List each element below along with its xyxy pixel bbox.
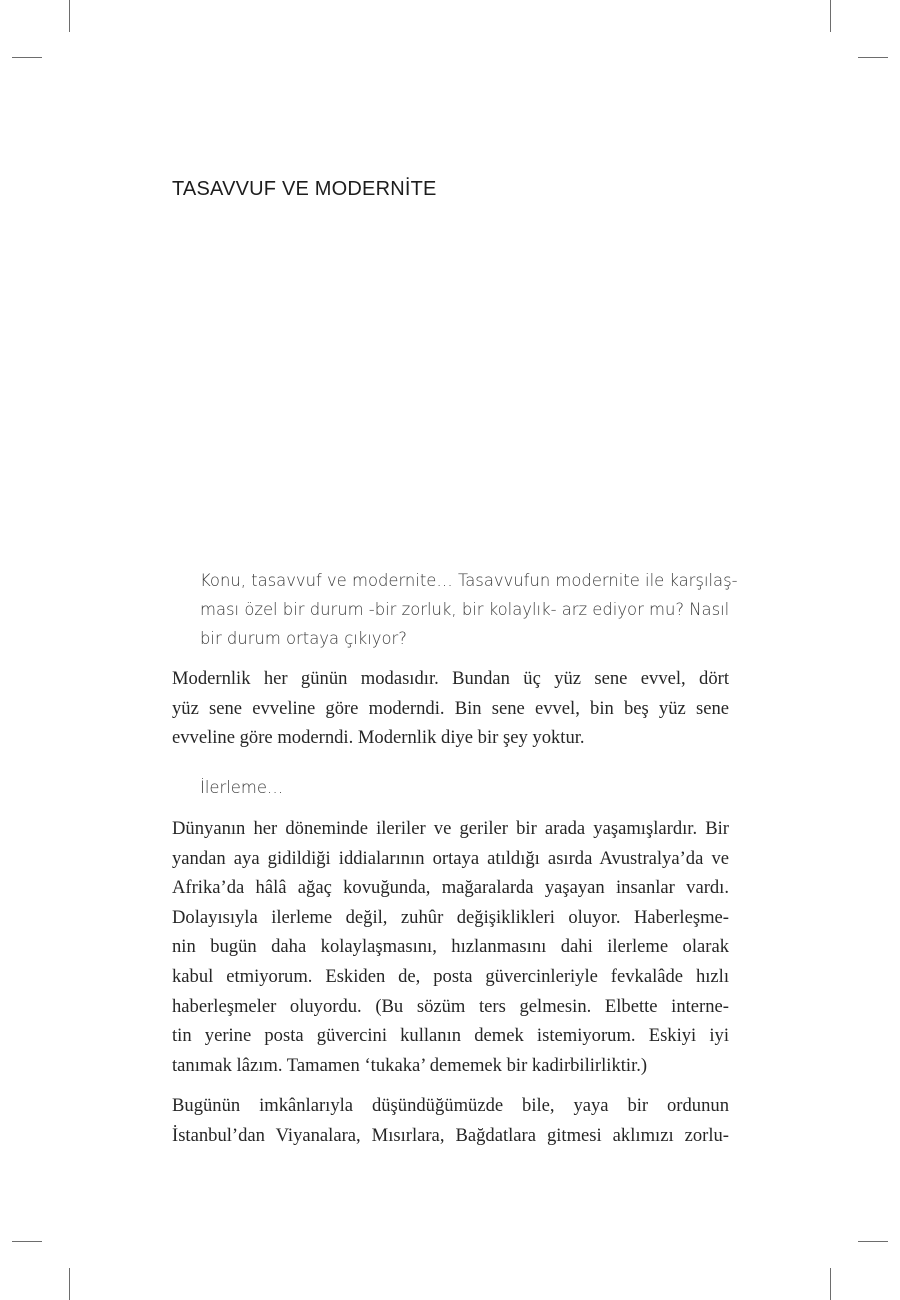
- text-line: ması özel bir durum -bir zorluk, bir kolaylık- arz ediyor mu? Nasıl: [200, 600, 730, 619]
- crop-mark-top-right-h: [858, 57, 888, 58]
- question-paragraph: [200, 566, 738, 653]
- text-line: haberleşmeler oluyordu. (Bu sözüm ters gelmesin. Elbette interne-: [172, 995, 729, 1017]
- crop-mark-top-right: [830, 0, 831, 32]
- text-line: Bugünün imkânlarıyla düşündüğümüzde bile, yaya bir ordunun: [172, 1095, 729, 1116]
- chapter-title: TASAVVUF VE MODERNİTE: [172, 178, 437, 200]
- answer-paragraph: [172, 814, 729, 1080]
- crop-mark-bottom-left-h: [12, 1241, 42, 1242]
- answer-paragraph: [172, 1091, 729, 1150]
- text-line: yüz sene evveline göre moderndi. Bin sene evvel, bin beş yüz sene: [172, 697, 729, 719]
- text-line: Modernlik her günün modasıdır. Bundan üç yüz sene evvel, dört: [172, 668, 729, 689]
- text-line: bir durum ortaya çıkıyor?: [200, 629, 407, 648]
- crop-mark-bottom-right-h: [858, 1241, 888, 1242]
- text-line: Afrika’da hâlâ ağaç kovuğunda, mağaralarda yaşayan insanlar vardı.: [172, 877, 729, 899]
- text-line: Konu, tasavvuf ve modernite… Tasavvufun modernite ile karşılaş-: [200, 571, 738, 590]
- crop-mark-bottom-left: [69, 1268, 70, 1300]
- answer-paragraph: [172, 664, 729, 753]
- text-line: evveline göre moderndi. Modernlik diye bir şey yoktur.: [172, 727, 585, 749]
- text-line: kabul etmiyorum. Eskiden de, posta güvercinleriyle fevkalâde hızlı: [172, 965, 729, 987]
- crop-mark-bottom-right: [830, 1268, 831, 1300]
- text-line: İstanbul’dan Viyanalara, Mısırlara, Bağdatlara gitmesi aklımızı zorlu-: [172, 1124, 729, 1146]
- text-line: tanımak lâzım. Tamamen ‘tukaka’ dememek bir kadirbilirliktir.): [172, 1054, 648, 1076]
- text-line: Dolayısıyla ilerleme değil, zuhûr değişiklikleri oluyor. Haberleşme-: [172, 906, 729, 928]
- text-line: nin bugün daha kolaylaşmasını, hızlanmasını dahi ilerleme olarak: [172, 936, 729, 958]
- text-line: tin yerine posta güvercini kullanın demek istemiyorum. Eskiyi iyi: [172, 1025, 729, 1047]
- text-line: yandan aya gidildiği iddialarının ortaya atıldığı asırda Avustralya’da ve: [172, 847, 729, 869]
- crop-mark-top-left: [69, 0, 70, 32]
- text-line: İlerleme…: [200, 778, 284, 797]
- text-line: Dünyanın her döneminde ileriler ve geriler bir arada yaşamışlardır. Bir: [172, 818, 729, 839]
- crop-mark-top-left-h: [12, 57, 42, 58]
- question-paragraph: [200, 773, 729, 802]
